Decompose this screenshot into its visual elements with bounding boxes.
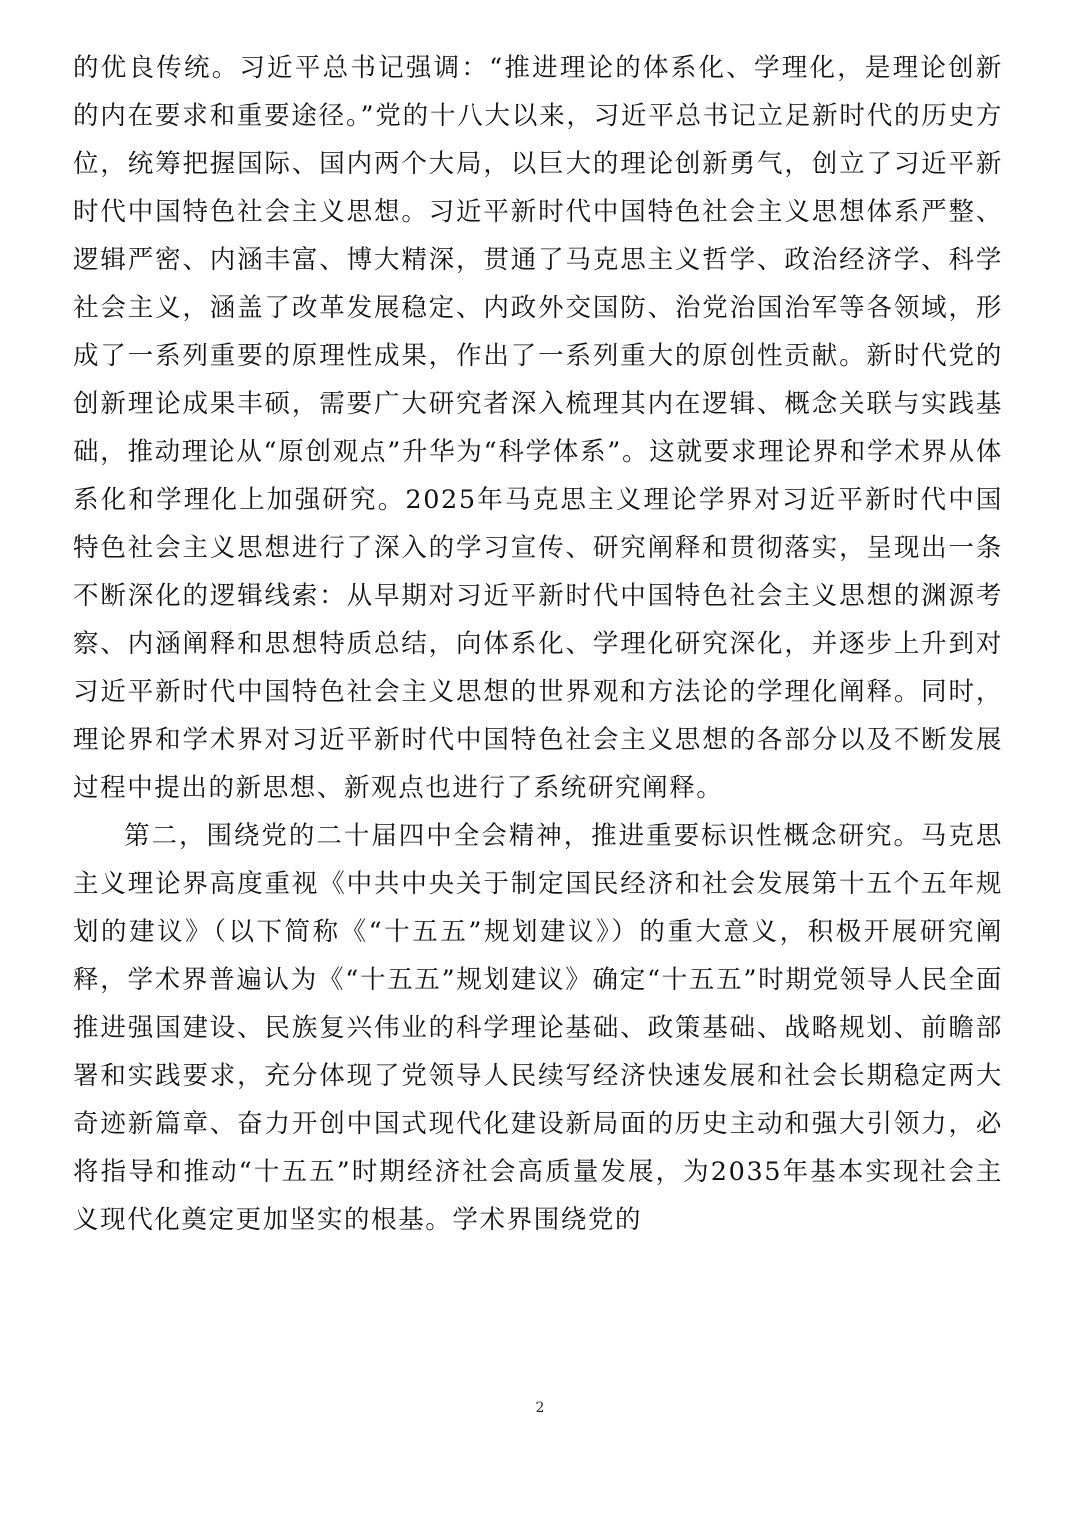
paragraph-continued: 的优良传统。习近平总书记强调：“推进理论的体系化、学理化，是理论创新的内在要求和重要途径。”党的十八大以来，习近平总书记立足新时代的历史方位，统筹把握国际、国内两个大局，以巨大的理论创新勇气，创立了习近平新时代中国特色社会主义思想。习近平新时代中国特色社会主义思想体系严整、逻辑严密、内涵丰富、博大精深，贯通了马克思主义哲学、政治经济学、科学社会主义，涵盖了改革发展稳定、内政外交国防、治党治国治军等各领域，形成了一系列重要的原理性成果，作出了一系列重大的原创性贡献。新时代党的创新理论成果丰硕，需要广大研究者深入梳理其内在逻辑、概念关联与实践基础，推动理论从“原创观点”升华为“科学体系”。这就要求理论界和学术界从体系化和学理化上加强研究。2025年马克思主义理论学界对习近平新时代中国特色社会主义思想进行了深入的学习宣传、研究阐释和贯彻落实，呈现出一条不断深化的逻辑线索：从早期对习近平新时代中国特色社会主义思想的渊源考察、内涵阐释和思想特质总结，向体系化、学理化研究深化，并逐步上升到对习近平新时代中国特色社会主义思想的世界观和方法论的学理化阐释。同时，理论界和学术界对习近平新时代中国特色社会主义思想的各部分以及不断发展过程中提出的新思想、新观点也进行了系统研究阐释。 bbox=[73, 53, 1003, 803]
document-body bbox=[73, 44, 1003, 1244]
paragraph-second-point: 第二，围绕党的二十届四中全会精神，推进重要标识性概念研究。马克思主义理论界高度重视《中共中央关于制定国民经济和社会发展第十五个五年规划的建议》（以下简称《“十五五”规划建议》）的重大意义，积极开展研究阐释，学术界普遍认为《“十五五”规划建议》确定“十五五”时期党领导人民全面推进强国建设、民族复兴伟业的科学理论基础、政策基础、战略规划、前瞻部署和实践要求，充分体现了党领导人民续写经济快速发展和社会长期稳定两大奇迹新篇章、奋力开创中国式现代化建设新局面的历史主动和强大引领力，必将指导和推动“十五五”时期经济社会高质量发展，为2035年基本实现社会主义现代化奠定更加坚实的根基。学术界围绕党的 bbox=[73, 821, 1003, 1235]
page-number: 2 bbox=[535, 1400, 545, 1416]
